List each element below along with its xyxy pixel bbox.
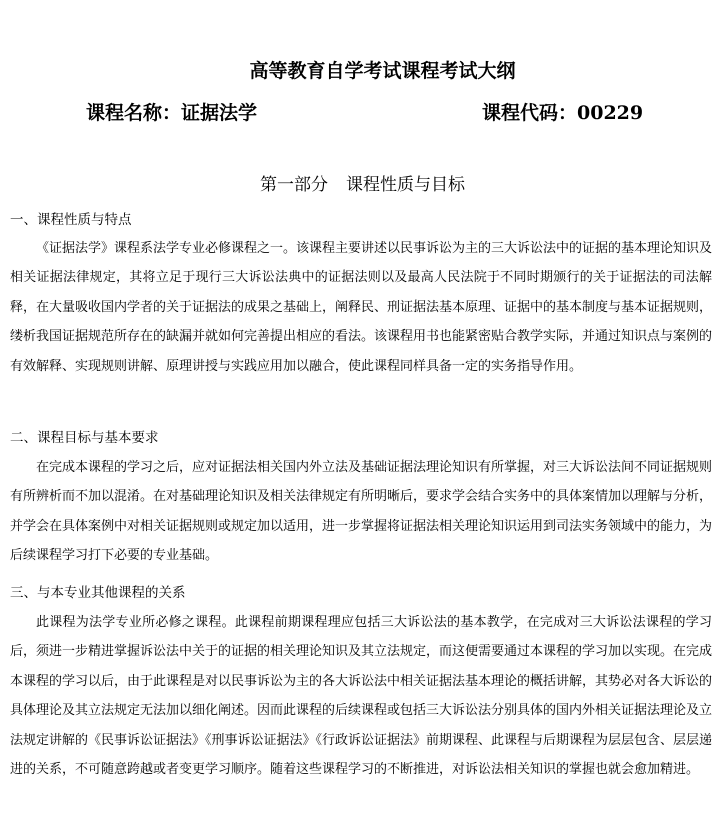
section-paragraph-2: 在完成本课程的学习之后，应对证据法相关国内外立法及基础证据法理论知识有所掌握，对三大诉讼法间不同证据规则有所辨析而不加以混淆。在对基础理论知识及相关法律规定有所明晰后，要求学会结合实务中的具体案情加以理解与分析，并学会在具体案例中对相关证据规则或规定加以适用，进一步掌握将证据法相关理论知识运用到司法实务领域中的能力，为后续课程学习打下必要的专业基础。 (10, 460, 713, 564)
course-code: 课程代码：00229 (482, 102, 644, 124)
part-title (0, 173, 725, 197)
course-name: 课程名称：证据法学 (86, 102, 258, 124)
course-info-line (86, 100, 646, 126)
section-heading-1: 一、课程性质与特点 (10, 212, 132, 228)
section-heading-3: 三、与本专业其他课程的关系 (10, 585, 186, 601)
section-heading-2: 二、课程目标与基本要求 (10, 430, 159, 446)
part-number: 第一部分 (260, 175, 328, 195)
document-title: 高等教育自学考试课程考试大纲 (249, 60, 516, 82)
part-name: 课程性质与目标 (346, 175, 465, 195)
section-paragraph-3: 此课程为法学专业所必修之课程。此课程前期课程理应包括三大诉讼法的基本教学，在完成对三大诉讼法课程的学习后，须进一步精进掌握诉讼法中关于的证据的相关理论知识及其立法规定，而这便需要通过本课程的学习加以实现。在完成本课程的学习以后，由于此课程是对以民事诉讼为主的各大诉讼法中相关证据法基本理论的概括讲解，其势必对各大诉讼的具体理论及其立法规定无法加以细化阐述。因而此课程的后续课程或包括三大诉讼法分别具体的国内外相关证据法理论及立法规定讲解的《民事诉讼证据法》《刑事诉讼证据法》《行政诉讼证据法》前期课程、此课程与后期课程为层层包含、层层递进的关系，不可随意跨越或者变更学习顺序。随着这些课程学习的不断推进，对诉讼法相关知识的掌握也就会愈加精进。 (10, 615, 713, 778)
section-paragraph-1: 《证据法学》课程系法学专业必修课程之一。该课程主要讲述以民事诉讼为主的三大诉讼法中的证据的基本理论知识及相关证据法律规定，其将立足于现行三大诉讼法典中的证据法则以及最高人民法院于不同时期颁行的关于证据法的司法解释，在大量吸收国内学者的关于证据法的成果之基础上，阐释民、刑证据法基本原理、证据中的基本制度与基本证据规则，缕析我国证据规范所存在的缺漏并就如何完善提出相应的看法。该课程用书也能紧密贴合教学实际，并通过知识点与案例的有效解释、实现规则讲解、原理讲授与实践应用加以融合，使此课程同样具备一定的实务指导作用。 (10, 241, 713, 374)
